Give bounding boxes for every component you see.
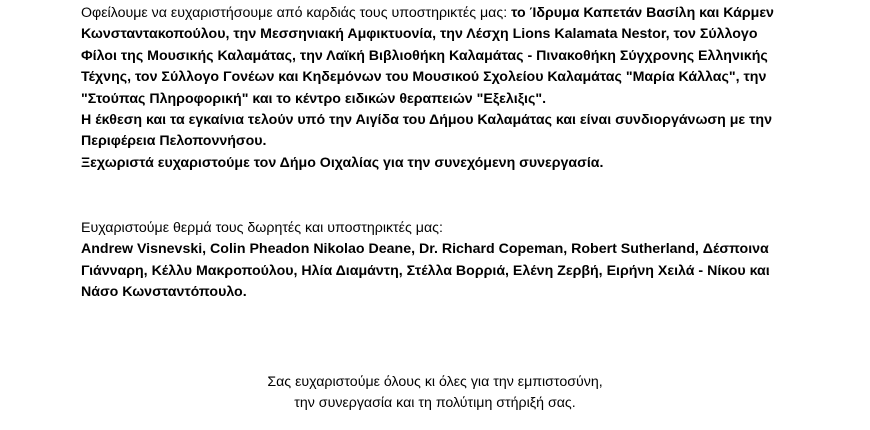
sponsors-list: το Ίδρυμα Καπετάν Βασίλη και Κάρμεν Κωνσταντακοπούλου, την Μεσσηνιακή Αμφικτυονία, την Λέσχη Lions Kalamata Nestor, τον Σύλλογο Φίλοι της Μουσικής Καλαμάτας, την Λαϊκή Βιβλιοθήκη Καλαμάτας - Πινακοθήκη Σύγχρονης Ελληνικής Τέχνης, τον Σύλλογο Γονέων και Κηδεμόνων του Μουσικού Σχολείου Καλαμάτας "Μαρία Κάλλας", την "Στούπας Πληροφορική" και το κέντρο ειδικών θεραπειών "Εξελιξις". [81, 5, 774, 107]
closing-line-1: Σας ευχαριστούμε όλους κι όλες για την εμπιστοσύνη, [267, 374, 603, 390]
donors-section [81, 218, 781, 304]
oichalia-paragraph: Ξεχωριστά ευχαριστούμε τον Δήμο Οιχαλίας για την συνεχόμενη συνεργασία. [81, 154, 604, 171]
closing-message [0, 372, 870, 415]
sponsors-intro: Οφείλουμε να ευχαριστήσουμε από καρδιάς τους υποστηρικτές μας: [81, 5, 512, 21]
donors-names: Andrew Visnevski, Colin Pheadon Nikolao Deane, Dr. Richard Copeman, Robert Sutherland, Δέσποινα Γιάνναρη, Κέλλυ Μακροπούλου, Ηλία Διαμάντη, Στέλλα Βορριά, Ελένη Ζερβή, Ειρήνη Χειλά - Νίκου και Νάσο Κωνσταντόπουλο. [81, 241, 770, 301]
closing-line-2: την συνεργασία και τη πολύτιμη στήριξή σας. [294, 395, 576, 412]
donors-intro: Ευχαριστούμε θερμά τους δωρητές και υποστηρικτές μας: [81, 220, 443, 236]
auspices-paragraph: Η έκθεση και τα εγκαίνια τελούν υπό την Αιγίδα του Δήμου Καλαμάτας και είναι συνδιοργάνωση με την Περιφέρεια Πελοποννήσου. [81, 112, 772, 150]
acknowledgements-section [81, 3, 781, 174]
sponsors-paragraph [81, 3, 781, 110]
